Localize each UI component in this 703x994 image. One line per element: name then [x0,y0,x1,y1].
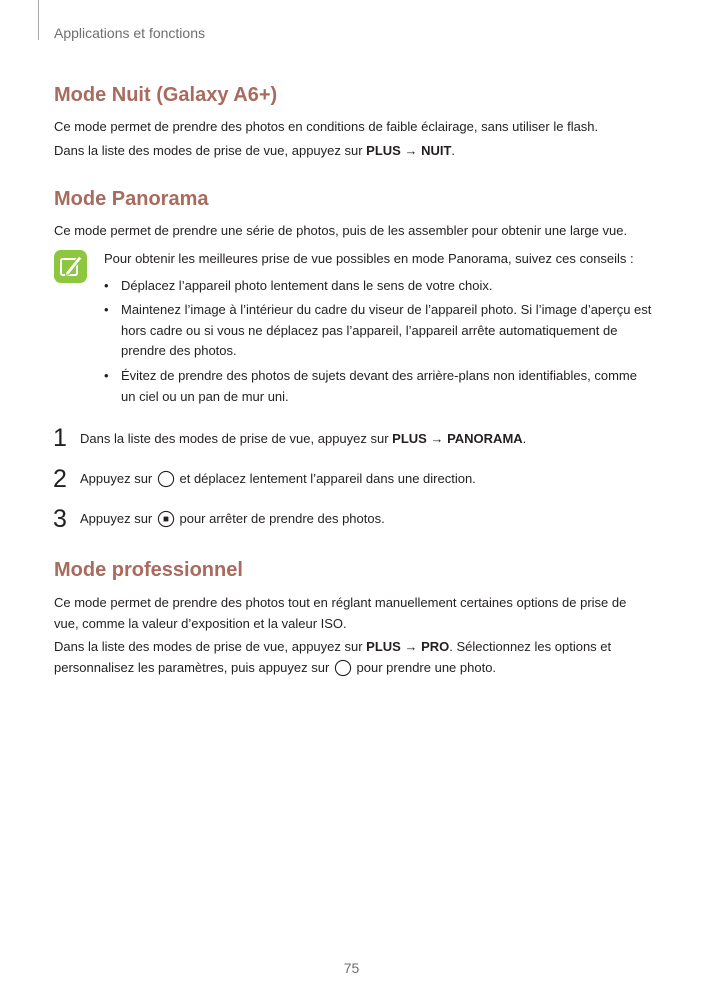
panorama-label: PANORAMA [447,431,523,446]
pro-label: PRO [421,639,450,654]
bullet-dot: • [104,278,109,293]
step-number: 2 [53,465,67,493]
pro-mode-description: Ce mode permet de prendre des photos tout en réglant manuellement certaines options de prise de vue, comme la valeur d’exposition et la valeur ISO. [54,595,627,631]
step-1-text: Dans la liste des modes de prise de vue, appuyez sur PLUS → PANORAMA. [80,431,527,446]
night-mode-instruction: Dans la liste des modes de prise de vue, appuyez sur PLUS → NUIT. [54,143,456,158]
page-number: 75 [343,960,360,976]
section-header: Applications et fonctions [54,25,205,41]
step-number: 3 [53,505,67,533]
stop-icon [157,510,175,534]
shutter-icon [334,659,352,684]
step-number: 1 [53,424,67,452]
header-divider [38,0,39,40]
plus-label: PLUS [366,639,401,654]
shutter-icon [157,470,175,494]
night-mode-description: Ce mode permet de prendre des photos en conditions de faible éclairage, sans utiliser le flash. [54,119,599,134]
night-mode-title: Mode Nuit (Galaxy A6+) [54,84,278,106]
bullet-dot: • [104,302,109,317]
night-label: NUIT [421,143,452,158]
pro-mode-instruction: Dans la liste des modes de prise de vue, appuyez sur PLUS → PRO. Sélectionnez les options et personnalisez les paramètres, puis appuyez sur pour prendre une photo. [54,637,654,683]
panorama-tip: • Maintenez l’image à l’intérieur du cadre du viseur de l’appareil photo. Si l’image d’aperçu est hors cadre ou si vous ne déplacez pas l’appareil, l’appareil arrête automatiquement de prendre des photos. [104,302,652,358]
note-pencil-icon [54,250,87,283]
panorama-mode-description: Ce mode permet de prendre une série de photos, puis de les assembler pour obtenir une large vue. [54,223,628,238]
plus-label: PLUS [366,143,401,158]
step-3-text: Appuyez sur pour arrêter de prendre des photos. [80,509,385,534]
panorama-tip: • Déplacez l’appareil photo lentement dans le sens de votre choix. [104,276,652,297]
plus-label: PLUS [392,431,427,446]
panorama-tip: • Évitez de prendre des photos de sujets devant des arrière-plans non identifiables, comme un ciel ou un pan de mur uni. [104,368,637,404]
panorama-tips-intro: Pour obtenir les meilleures prise de vue possibles en mode Panorama, suivez ces conseils : [104,251,634,266]
panorama-mode-title: Mode Panorama [54,188,209,210]
bullet-dot: • [104,368,109,383]
pro-mode-title: Mode professionnel [54,559,243,581]
step-2-text: Appuyez sur et déplacez lentement l’appareil dans une direction. [80,469,476,494]
